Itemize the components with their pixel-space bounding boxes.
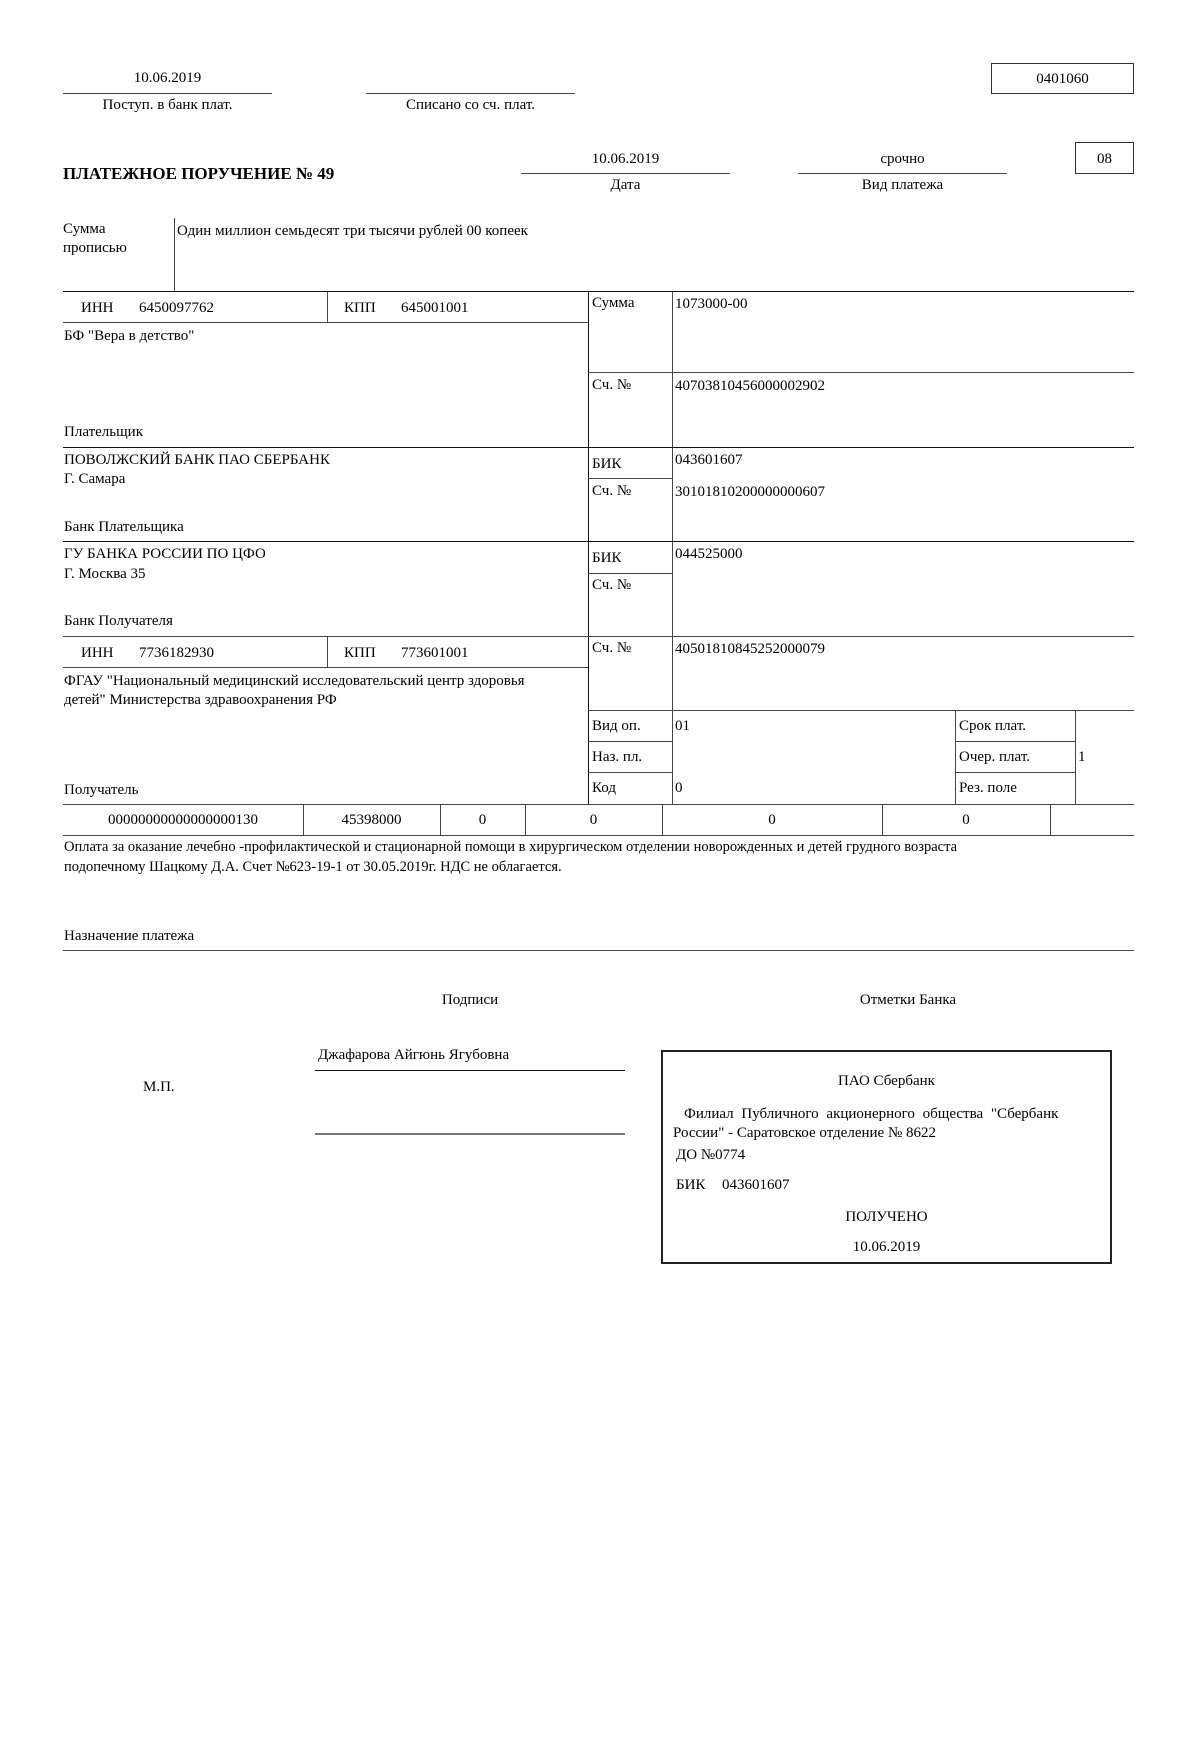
payee-account: 40501810845252000079 xyxy=(675,641,825,657)
stamp-place-label: М.П. xyxy=(143,1079,175,1095)
payer-inn: 6450097762 xyxy=(139,300,214,316)
line-payer-bottom xyxy=(63,447,1134,448)
purpose-label: Назначение платежа xyxy=(64,928,195,944)
received-date-line xyxy=(63,93,272,94)
stamp-status: ПОЛУЧЕНО xyxy=(845,1209,928,1225)
tax-field-doc-date: 0 xyxy=(962,812,970,828)
payer-bank-name: ПОВОЛЖСКИЙ БАНК ПАО СБЕРБАНК xyxy=(64,452,330,468)
stamp-branch-line1: Филиал Публичного акционерного общества "Сбербанк xyxy=(684,1106,1059,1122)
status-code-box xyxy=(1075,142,1134,174)
payee-inn: 7736182930 xyxy=(139,645,214,661)
purpose-line1: Оплата за оказание лечебно -профилактической и стационарной помощи в хирургическом отделении новорожденных и детей грудного возраста xyxy=(64,839,958,855)
priority-value: 1 xyxy=(1078,749,1086,765)
line-due-bottom xyxy=(955,741,1075,742)
form-code-box xyxy=(991,63,1134,94)
payee-account-label: Сч. № xyxy=(592,640,632,656)
payer-bank-bik-label: БИК xyxy=(592,456,622,472)
purpose-code-label: Наз. пл. xyxy=(592,749,643,765)
payment-type-label: Вид платежа xyxy=(861,177,944,193)
payer-label: Плательщик xyxy=(64,424,143,440)
line-payer-bank-bottom xyxy=(63,541,1134,542)
payer-bank-account-label: Сч. № xyxy=(592,483,632,499)
amount-words-divider xyxy=(174,218,175,291)
bank-marks-label: Отметки Банка xyxy=(859,992,957,1008)
payment-type: срочно xyxy=(880,151,925,167)
tax-field-period: 0 xyxy=(589,812,598,828)
payer-name: БФ "Вера в детство" xyxy=(64,328,195,344)
stamp-branch-line2: России" - Саратовское отделение № 8622 xyxy=(673,1125,937,1141)
op-type: 01 xyxy=(675,718,690,734)
priority-label: Очер. плат. xyxy=(959,749,1030,765)
signatures-label: Подписи xyxy=(441,992,499,1008)
amount-value: 1073000-00 xyxy=(675,296,748,312)
tax-field-doc-number: 0 xyxy=(768,812,776,828)
payee-bank-bik-label: БИК xyxy=(592,550,622,566)
payee-label: Получатель xyxy=(64,782,139,798)
stamp-date: 10.06.2019 xyxy=(852,1239,921,1255)
payee-name-line2: детей" Министерства здравоохранения РФ xyxy=(64,692,337,708)
payee-bank-city: Г. Москва 35 xyxy=(64,566,146,582)
amount-words-label-2: прописью xyxy=(63,240,127,256)
tax-field-kbk: 00000000000000000130 xyxy=(108,812,258,828)
payer-account-label: Сч. № xyxy=(592,377,632,393)
main-column-divider xyxy=(588,291,589,804)
payee-name-line1: ФГАУ "Национальный медицинский исследовательский центр здоровья xyxy=(64,673,525,689)
line-tax-top xyxy=(63,804,1134,805)
line-amount-bottom xyxy=(588,372,1134,373)
tax-field-basis: 0 xyxy=(478,812,487,828)
received-date: 10.06.2019 xyxy=(133,70,202,86)
purpose-line2: подопечному Шацкому Д.А. Счет №623-19-1 от 30.05.2019г. НДС не облагается. xyxy=(64,859,562,875)
tax-divider-6 xyxy=(1050,804,1051,835)
line-291 xyxy=(63,291,1134,292)
payer-account: 40703810456000002902 xyxy=(675,378,825,394)
received-label: Поступ. в банк плат. xyxy=(102,97,233,113)
payee-bank-bik: 044525000 xyxy=(675,546,743,562)
payment-type-line xyxy=(798,173,1007,174)
signature-line-1 xyxy=(315,1070,625,1071)
payer-kpp: 645001001 xyxy=(401,300,469,316)
amount-words-value: Один миллион семьдесят три тысячи рублей 00 копеек xyxy=(177,223,528,239)
form-code: 0401060 xyxy=(1036,71,1089,87)
amount-words-label-1: Сумма xyxy=(63,221,106,237)
line-payer-bank-bik-bottom xyxy=(588,478,672,479)
tax-field-oktmo: 45398000 xyxy=(341,812,402,828)
page-title: ПЛАТЕЖНОЕ ПОРУЧЕНИЕ № 49 xyxy=(63,164,335,183)
payer-bank-account: 30101810200000000607 xyxy=(675,484,825,500)
bank-stamp xyxy=(661,1050,1112,1264)
debited-label: Списано со сч. плат. xyxy=(405,97,536,113)
stamp-office: ДО №0774 xyxy=(676,1147,746,1163)
stamp-bik: 043601607 xyxy=(722,1177,790,1193)
stamp-bik-label: БИК xyxy=(676,1177,706,1193)
line-payee-bank-bik-bottom xyxy=(588,573,672,574)
signature-line-2 xyxy=(315,1133,625,1135)
order-date-label: Дата xyxy=(610,177,641,193)
purpose-line xyxy=(63,950,1134,951)
line-purpose-code-bottom xyxy=(588,772,672,773)
debited-date-line xyxy=(366,93,575,94)
signer-1-name: Джафарова Айгюнь Ягубовна xyxy=(318,1047,510,1063)
code-label: Код xyxy=(592,780,616,796)
code-value: 0 xyxy=(675,780,683,796)
status-code: 08 xyxy=(1097,151,1112,167)
amount-label: Сумма xyxy=(592,295,635,311)
payee-kpp-label: КПП xyxy=(344,645,376,661)
line-payee-account-bottom xyxy=(588,710,1134,711)
payee-bank-label: Банк Получателя xyxy=(64,613,173,629)
op-type-label: Вид оп. xyxy=(592,718,641,734)
line-optype-bottom xyxy=(588,741,672,742)
order-date: 10.06.2019 xyxy=(591,151,660,167)
payee-inn-label: ИНН xyxy=(81,645,114,661)
line-payee-inn-bottom xyxy=(63,667,588,668)
stamp-bank-name: ПАО Сбербанк xyxy=(838,1073,935,1089)
payer-bank-bik: 043601607 xyxy=(675,452,743,468)
due-column-right xyxy=(1075,710,1076,804)
line-priority-bottom xyxy=(955,772,1075,773)
payee-inn-kpp-divider xyxy=(327,636,328,667)
order-date-line xyxy=(521,173,730,174)
due-column-left xyxy=(955,710,956,804)
line-payer-inn-bottom xyxy=(63,322,588,323)
payer-inn-kpp-divider xyxy=(327,291,328,322)
value-column-divider xyxy=(672,291,673,804)
payee-kpp: 773601001 xyxy=(401,645,469,661)
payer-inn-label: ИНН xyxy=(81,300,114,316)
payee-bank-name: ГУ БАНКА РОССИИ ПО ЦФО xyxy=(64,546,266,562)
reserve-label: Рез. поле xyxy=(959,780,1017,796)
due-label: Срок плат. xyxy=(959,718,1027,734)
payee-bank-account-label: Сч. № xyxy=(592,577,632,593)
payer-bank-city: Г. Самара xyxy=(64,471,126,487)
line-payee-bank-bottom xyxy=(63,636,1134,637)
line-tax-bottom xyxy=(63,835,1134,836)
payer-bank-label: Банк Плательщика xyxy=(64,519,184,535)
payer-kpp-label: КПП xyxy=(344,300,376,316)
